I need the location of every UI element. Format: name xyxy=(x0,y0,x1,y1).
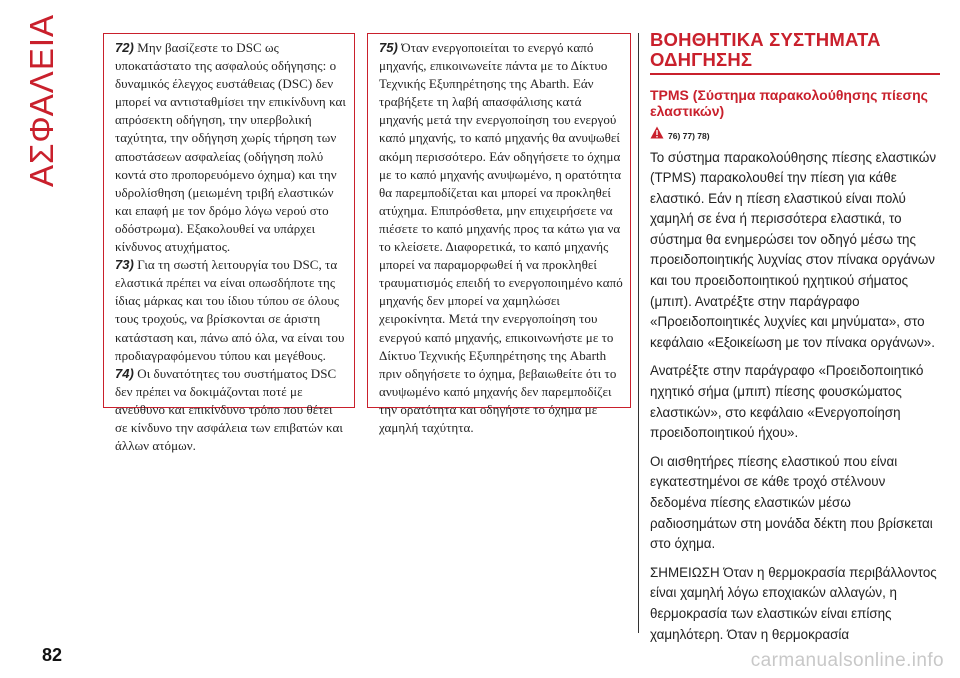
warning-references xyxy=(650,125,940,141)
warning-number: 72) xyxy=(115,40,134,55)
watermark: carmanualsonline.info xyxy=(750,650,944,671)
warning-text: Για τη σωστή λειτουργία του DSC, τα ελαστικά πρέπει να είναι οπωσδήποτε της ίδιας μάρκας και του ίδιου τύπου σε όλους τους τροχούς, να βρίσκονται σε άριστη κατάσταση και, πάνω από όλα, να είναι του προδιαγραφόμενου τύπου και μεγέθους. xyxy=(115,257,345,363)
body-paragraph: Το σύστημα παρακολούθησης πίεσης ελαστικών (TPMS) παρακολουθεί την πίεση για κάθε ελαστικό. Εάν η πίεση ελαστικού είναι πολύ χαμηλή σε ένα ή περισσότερα ελαστικά, το σύστημα θα ενημερώσει τον οδηγό μέσω της προειδοποιητικής λυχνίας στον πίνακα οργάνων και του προειδοποιητικού ηχητικού σήματος (μπιπ). Ανατρέξτε στην παράγραφο «Προειδοποιητικές λυχνίες και μηνύματα», στο κεφάλαιο «Εξοικείωση με τον πίνακα οργάνων». xyxy=(650,149,937,350)
warning-number: 75) xyxy=(379,40,398,55)
column-divider xyxy=(638,33,639,633)
section-rule xyxy=(650,73,940,75)
section-title: ΒΟΗΘΗΤΙΚΑ ΣΥΣΤΗΜΑΤΑ ΟΔΗΓΗΣΗΣ xyxy=(650,29,881,70)
warning-73 xyxy=(115,256,347,365)
warning-refs-text: 76) 77) 78) xyxy=(668,130,710,141)
warning-box-left xyxy=(103,33,355,454)
warning-number: 74) xyxy=(115,365,134,381)
main-column xyxy=(650,30,940,645)
chapter-tab-label: ΑΣΦΑΛΕΙΑ xyxy=(23,13,60,187)
warning-74 xyxy=(115,365,347,455)
page-number: 82 xyxy=(42,645,63,665)
body-paragraph: Ανατρέξτε στην παράγραφο «Προειδοποιητικό ηχητικό σήμα (μπιπ) πίεσης φουσκώματος ελαστικών», στο κεφάλαιο «Ενεργοποίηση προειδοποιητικού ήχου». xyxy=(650,363,924,441)
warning-triangle-icon xyxy=(650,126,664,139)
warning-text: Όταν ενεργοποιείται το ενεργό καπό μηχανής, επικοινωνείτε πάντα με το Δίκτυο Τεχνικής Εξυπηρέτησης της Abarth. Εάν τραβήξετε τη λαβή απασφάλισης κατά μηχανής μετά την ενεργοποίηση του ενεργού καπό μηχανής, το καπό μηχανής θα ανυψωθεί ακόμη περισσότερο. Εάν οδηγήσετε το όχημα με το καπό μηχανής ανυψωμένο, η ορατότητα θα παρεμποδίζεται και μπορεί να προκληθεί ατύχημα. Επιπρόσθετα, μην επιχειρήσετε να πιέσετε το καπό μηχανής προς τα κάτω για να το κλείσετε. Διαφορετικά, το καπό μηχανής μπορεί να παραμορφωθεί ή να προκληθεί τραυματισμός επειδή το ενεργοποιημένο καπό μηχανής δεν μπορεί να χαμηλώσει χειροκίνητα. Μετά την ενεργοποίηση του ενεργού καπό μηχανής, επικοινωνήστε με το Δίκτυο Τεχνικής Εξυπηρέτησης της Abarth πριν οδηγήσετε το όχημα, βεβαιωθείτε ότι το ανυψωμένο καπό μηχανής δεν παρεμποδίζει την ορατότητα και οδηγήστε το όχημα με χαμηλή ταχύτητα. xyxy=(379,40,623,435)
warning-box-middle xyxy=(367,33,631,435)
body-paragraph: Οι αισθητήρες πίεσης ελαστικού που είναι εγκατεστημένοι σε κάθε τροχό στέλνουν δεδομένα πίεσης ελαστικών μέσω ραδιοσημάτων στη μονάδα δέκτη που βρίσκεται στο όχημα. xyxy=(650,453,933,552)
warning-number: 73) xyxy=(115,257,134,273)
chapter-tab xyxy=(6,13,76,188)
warning-text: Οι δυνατότητες του συστήματος DSC δεν πρέπει να δοκιμάζονται ποτέ με ανεύθυνο και επικίνδυνο τρόπο που θέτει σε κίνδυνο την ασφάλεια των επιβατών και άλλων ατόμων. xyxy=(115,365,343,454)
subsection-title: TPMS (Σύστημα παρακολούθησης πίεσης ελαστικών) xyxy=(650,86,928,119)
warning-72 xyxy=(115,39,347,256)
body-paragraph: ΣΗΜΕΙΩΣΗ Όταν η θερμοκρασία περιβάλλοντος είναι χαμηλή λόγω εποχιακών αλλαγών, η θερμοκρασία των ελαστικών είναι επίσης χαμηλότερη. Όταν η θερμοκρασία xyxy=(650,564,937,642)
warning-75 xyxy=(379,39,623,437)
warning-text: Μην βασίζεστε το DSC ως υποκατάστατο της ασφαλούς οδήγησης: ο δυναμικός έλεγχος ευστάθειας (DSC) δεν μπορεί να αντισταθμίσει την επικίνδυνη και απρόσεκτη οδήγηση, την υπερβολική ταχύτητα, την οδήγηση χωρίς τήρηση των αποστάσεων ασφαλείας (οδήγηση πολύ κοντά στο προπορευόμενο όχημα) και την υδρολίσθηση (μειωμένη τριβή ελαστικών και επαφή με τον δρόμο λόγω νερού στο οδόστρωμα). Εξακολουθεί να υπάρχει κίνδυνος ατυχήματος. xyxy=(115,40,346,255)
